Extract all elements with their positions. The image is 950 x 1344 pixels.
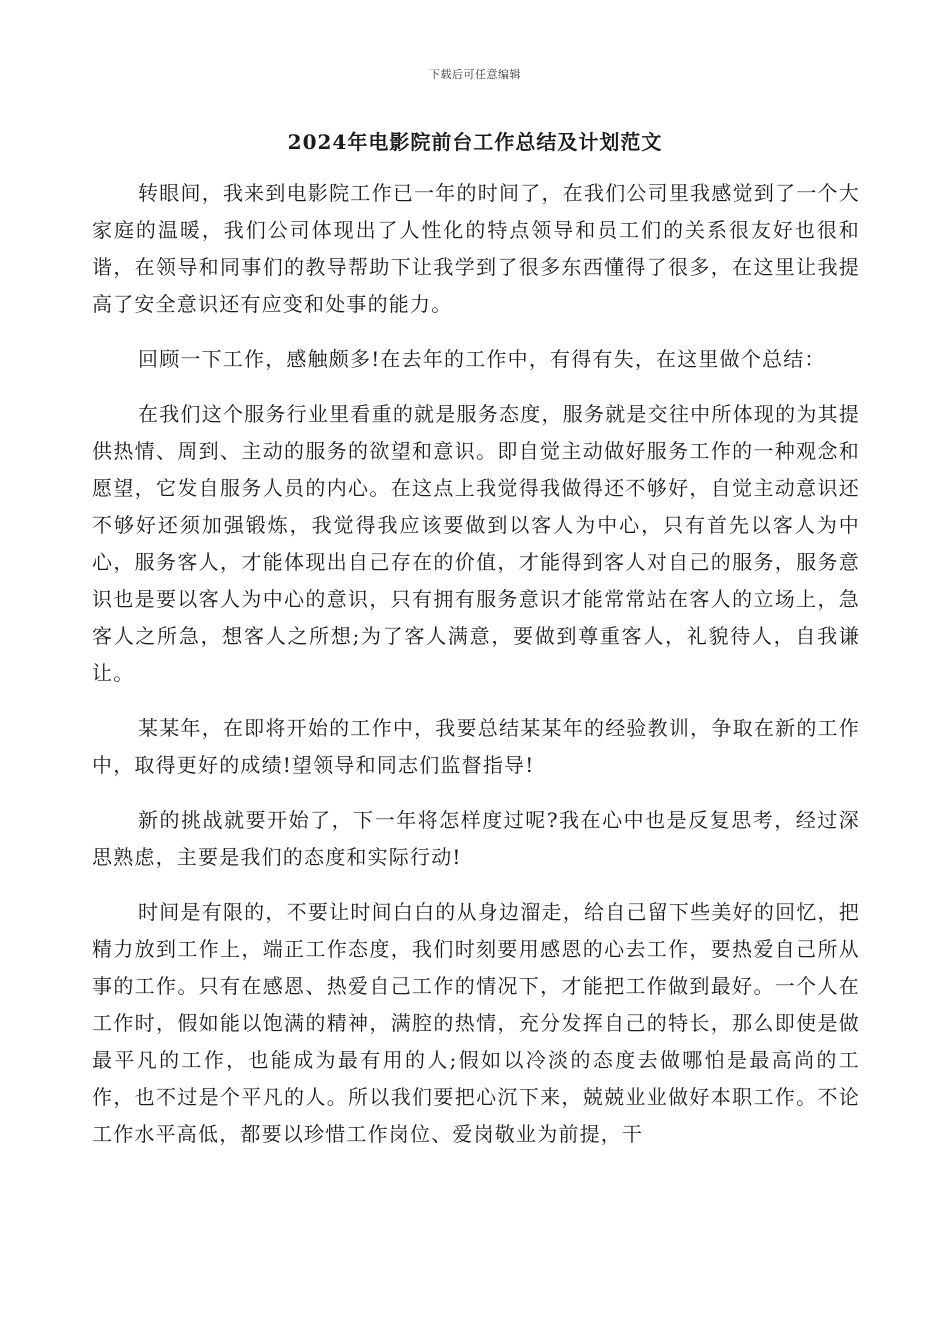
paragraph-service-attitude: 在我们这个服务行业里看重的就是服务态度，服务就是交往中所体现的为其提供热情、周到、主动的服务的欲望和意识。即自觉主动做好服务工作的一种观念和愿望，它发自服务人员的内心。在这点上我觉得我做得还不够好，自觉主动意识还不够好还须加强锻炼，我觉得我应该要做到以客人为中心，只有首先以客人为中心，服务客人，才能体现出自己存在的价值，才能得到客人对自己的服务，服务意识也是要以客人为中心的意识，只有拥有服务意识才能常常站在客人的立场上，急客人之所急，想客人之所想;为了客人满意，要做到尊重客人，礼貌待人，自我谦让。 <box>92 402 860 685</box>
paragraph-time-limited: 时间是有限的，不要让时间白白的从身边溜走，给自己留下些美好的回忆，把精力放到工作上，端正工作态度，我们时刻要用感恩的心去工作，要热爱自己所从事的工作。只有在感恩、热爱自己工作的情况下，才能把工作做到最好。一个人在工作时，假如能以饱满的精神，满腔的热情，充分发挥自己的特长，那么即使是做最平凡的工作，也能成为最有用的人;假如以冷淡的态度去做哪怕是最高尚的工作，也不过是个平凡的人。所以我们要把心沉下来，兢兢业业做好本职工作。不论工作水平高低，都要以珍惜工作岗位、爱岗敬业为前提，干 <box>92 900 860 1146</box>
document-body <box>92 175 860 1171</box>
paragraph-next-year: 某某年，在即将开始的工作中，我要总结某某年的经验教训，争取在新的工作中，取得更好的成绩!望领导和同志们监督指导! <box>92 716 860 777</box>
header-note: 下载后可任意编辑 <box>429 68 521 81</box>
paragraph-new-challenge: 新的挑战就要开始了，下一年将怎样度过呢?我在心中也是反复思考，经过深思熟虑，主要是我们的态度和实际行动! <box>92 808 860 869</box>
paragraph-intro: 转眼间，我来到电影院工作已一年的时间了，在我们公司里我感觉到了一个大家庭的温暖，我们公司体现出了人性化的特点领导和员工们的关系很友好也很和谐，在领导和同事们的教导帮助下让我学到了很多东西懂得了很多，在这里让我提高了安全意识还有应变和处事的能力。 <box>92 181 860 316</box>
document-title: 2024年电影院前台工作总结及计划范文 <box>287 130 663 154</box>
paragraph-review: 回顾一下工作，感触颇多!在去年的工作中，有得有失，在这里做个总结： <box>138 347 826 371</box>
